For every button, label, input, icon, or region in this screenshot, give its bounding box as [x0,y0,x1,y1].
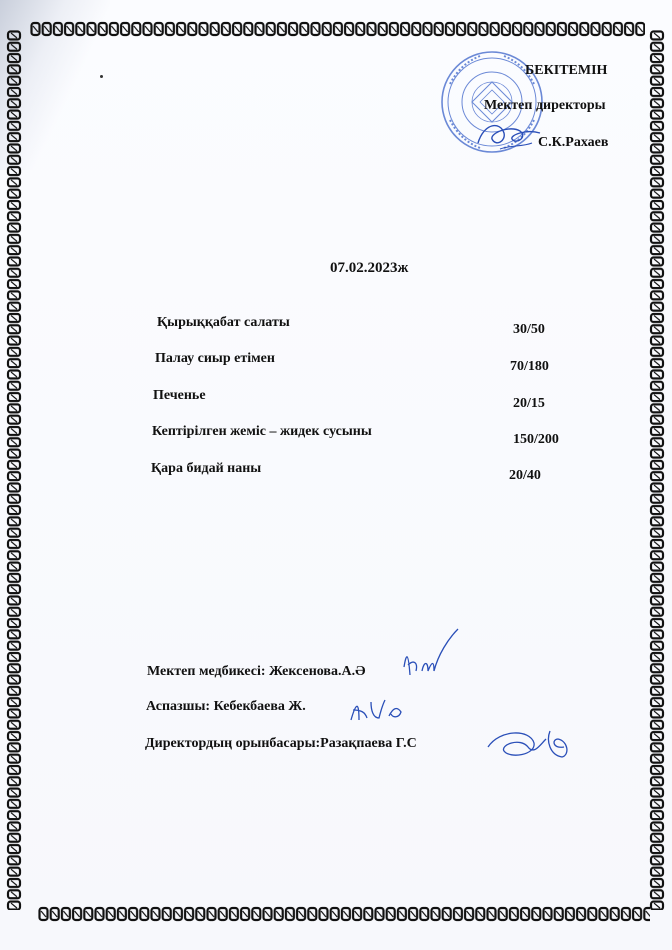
menu-item-portion: 70/180 [510,359,549,374]
nurse-line: Мектеп медбикесі: Жексенова.А.Ә [147,664,366,679]
speck [100,75,103,78]
border-right-pattern [648,30,666,910]
border-top-pattern [30,20,645,38]
approval-title: БЕКІТЕМІН [525,63,608,78]
menu-item-name: Палау сиыр етімен [155,351,275,366]
border-top [30,20,645,38]
border-left-pattern [5,30,23,910]
menu-item-name: Қырыққабат салаты [157,315,290,330]
menu-date: 07.02.2023ж [330,260,409,276]
menu-item-name: Печенье [153,388,206,403]
approval-name: С.К.Рахаев [538,135,609,150]
cook-signature-icon [345,690,415,730]
border-right [648,30,666,910]
border-bottom [38,905,650,923]
deputy-signature-icon [480,725,580,765]
approval-role: Мектеп директоры [484,98,606,113]
menu-item-portion: 20/40 [509,468,541,483]
border-left [5,30,23,910]
menu-item-portion: 20/15 [513,396,545,411]
menu-item-portion: 30/50 [513,322,545,337]
menu-item-name: Қара бидай наны [151,461,262,476]
cook-line: Аспазшы: Кебекбаева Ж. [146,699,306,714]
menu-item-portion: 150/200 [513,432,559,447]
director-signature-icon [470,115,550,155]
border-bottom-pattern [38,905,650,923]
nurse-signature-icon [398,625,468,680]
menu-item-name: Кептірілген жеміс – жидек сусыны [152,424,372,439]
deputy-director-line: Директордың орынбасары:Разақпаева Г.С [145,736,417,751]
